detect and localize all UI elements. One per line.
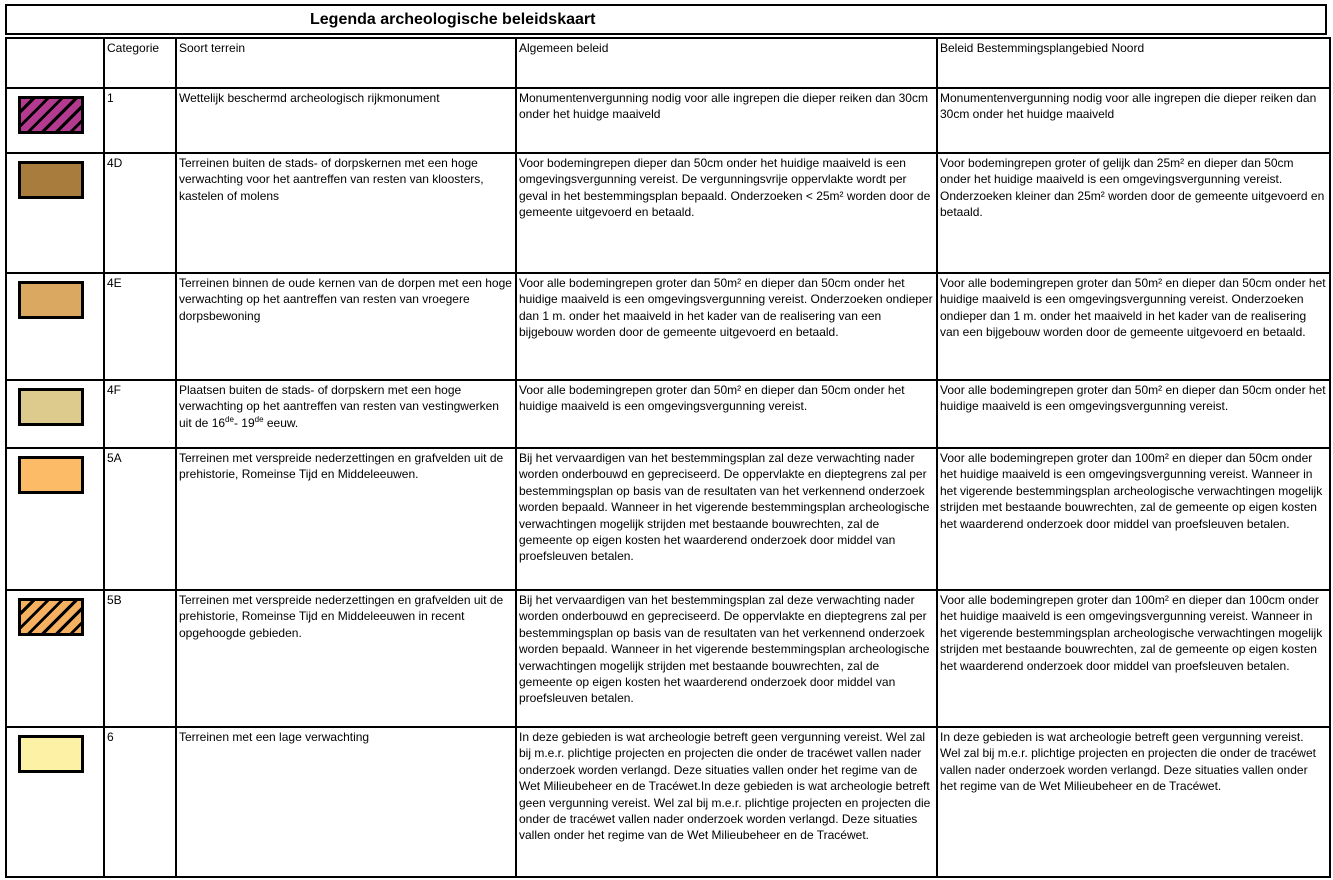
soort-terrein-text-part2: - 19 (233, 415, 255, 430)
table-row (6, 590, 1330, 727)
soort-terrein-cell: Terreinen met verspreide nederzettingen en grafvelden uit de prehistorie, Romeinse Tijd en Middeleeuwen in recent opgehoogde gebieden. (176, 590, 516, 727)
header-row (6, 38, 1330, 88)
categorie-cell: 5B (104, 590, 176, 727)
beleid-noord-cell: Voor alle bodemingrepen groter dan 100m² en dieper dan 100cm onder het huidige maaiveld is een omgevingsvergunning vereist. Wanneer in het vigerende bestemmingsplan archeologische verwachtingen mogelijk strijden met bestaande bouwrechten, zal de gemeente op eigen kosten het waarderend onderzoek door middel van proefsleuven betalen. (937, 590, 1330, 727)
categorie-cell: 4E (104, 273, 176, 380)
swatch-cell (6, 153, 104, 273)
categorie-cell: 6 (104, 727, 176, 877)
categorie-cell: 4D (104, 153, 176, 273)
legend-swatch-1 (18, 96, 84, 134)
header-algemeen-beleid: Algemeen beleid (516, 38, 937, 88)
algemeen-beleid-cell: Bij het vervaardigen van het bestemmingsplan zal deze verwachting nader worden onderbouwd en gepreciseerd. De oppervlakte en dieptegrens zal per bestemmingsplan op basis van de resultaten van het verkennend onderzoek worden bepaald. Wanneer in het vigerende bestemmingsplan archeologische verwachtingen mogelijk strijden met bestaande bouwrechten, zal de gemeente op eigen kosten het waarderend onderzoek door middel van proefsleuven betalen. (516, 448, 937, 590)
table-row (6, 273, 1330, 380)
soort-terrein-cell: Terreinen met verspreide nederzettingen en grafvelden uit de prehistorie, Romeinse Tijd en Middeleeuwen. (176, 448, 516, 590)
algemeen-beleid-cell: Voor alle bodemingrepen groter dan 50m² en dieper dan 50cm onder het huidige maaiveld is een omgevingsvergunning vereist. Onderzoeken ondieper dan 1 m. onder het maaiveld in het kader van de realisering van een bijgebouw worden door de gemeente uitgevoerd en betaald. (516, 273, 937, 380)
beleid-noord-cell: Voor alle bodemingrepen groter dan 50m² en dieper dan 50cm onder het huidige maaiveld is een omgevingsvergunning vereist. Onderzoeken ondieper dan 1 m. onder het maaiveld in het kader van de realisering van een bijgebouw worden door de gemeente uitgevoerd en betaald. (937, 273, 1330, 380)
swatch-cell (6, 88, 104, 153)
legend-swatch-4f (18, 388, 84, 426)
table-row (6, 88, 1330, 153)
algemeen-beleid-cell: Voor bodemingrepen dieper dan 50cm onder het huidige maaiveld is een omgevingsvergunning vereist. De vergunningsvrije oppervlakte wordt per geval in het bestemmingsplan bepaald. Onderzoeken < 25m² worden door de gemeente uitgevoerd en betaald. (516, 153, 937, 273)
swatch-cell (6, 727, 104, 877)
legend-swatch-4d (18, 161, 84, 199)
categorie-cell: 4F (104, 380, 176, 448)
soort-terrein-text-part1: Plaatsen buiten de stads- of dorpskern met een hoge verwachting op het aantreffen van resten van vestingwerken uit de 16 (179, 383, 499, 430)
swatch-cell (6, 590, 104, 727)
soort-terrein-cell (176, 380, 516, 448)
legend-title-bar (5, 4, 1327, 35)
beleid-noord-cell: Voor alle bodemingrepen groter dan 100m² en dieper dan 50cm onder het huidige maaiveld is een omgevingsvergunning vereist. Wanneer in het vigerende bestemmingsplan archeologische verwachtingen mogelijk strijden met bestaande bouwrechten, zal de gemeente op eigen kosten het waarderend onderzoek door middel van proefsleuven betalen. (937, 448, 1330, 590)
soort-terrein-cell: Terreinen met een lage verwachting (176, 727, 516, 877)
algemeen-beleid-cell: Monumentenvergunning nodig voor alle ingrepen die dieper reiken dan 30cm onder het huidge maaiveld (516, 88, 937, 153)
header-swatch (6, 38, 104, 88)
legend-swatch-5a (18, 456, 84, 494)
superscript-de: de (254, 414, 264, 424)
beleid-noord-cell: In deze gebieden is wat archeologie betreft geen vergunning vereist. Wel zal bij m.e.r. plichtige projecten en projecten die onder de tracéwet vallen nader onderzoek worden verlangd. Deze situaties vallen onder het regime van de Wet Milieubeheer en de Tracéwet. (937, 727, 1330, 877)
header-soort-terrein: Soort terrein (176, 38, 516, 88)
legend-swatch-4e (18, 281, 84, 319)
categorie-cell: 1 (104, 88, 176, 153)
soort-terrein-text-part3: eeuw. (263, 415, 299, 430)
header-beleid-noord: Beleid Bestemmingsplangebied Noord (937, 38, 1330, 88)
swatch-cell (6, 448, 104, 590)
beleid-noord-cell: Voor alle bodemingrepen groter dan 50m² en dieper dan 50cm onder het huidige maaiveld is een omgevingsvergunning vereist. (937, 380, 1330, 448)
superscript-de: de (225, 414, 234, 424)
header-categorie: Categorie (104, 38, 176, 88)
algemeen-beleid-cell: Voor alle bodemingrepen groter dan 50m² en dieper dan 50cm onder het huidige maaiveld is een omgevingsvergunning vereist. (516, 380, 937, 448)
table-row (6, 380, 1330, 448)
beleid-noord-cell: Monumentenvergunning nodig voor alle ingrepen die dieper reiken dan 30cm onder het huidge maaiveld (937, 88, 1330, 153)
soort-terrein-cell: Wettelijk beschermd archeologisch rijkmonument (176, 88, 516, 153)
page-title: Legenda archeologische beleidskaart (310, 11, 596, 28)
legend-swatch-6 (18, 735, 84, 773)
categorie-cell: 5A (104, 448, 176, 590)
soort-terrein-cell: Terreinen binnen de oude kernen van de dorpen met een hoge verwachting op het aantreffen van resten van vroegere dorpsbewoning (176, 273, 516, 380)
soort-terrein-cell: Terreinen buiten de stads- of dorpskernen met een hoge verwachting voor het aantreffen van resten van kloosters, kastelen of molens (176, 153, 516, 273)
table-row (6, 727, 1330, 877)
legend-swatch-5b (18, 598, 84, 636)
legend-table (5, 37, 1331, 878)
algemeen-beleid-cell: In deze gebieden is wat archeologie betreft geen vergunning vereist. Wel zal bij m.e.r. plichtige projecten en projecten die onder de tracéwet vallen nader onderzoek worden verlangd. Deze situaties vallen onder het regime van de Wet Milieubeheer en de Tracéwet.In deze gebieden is wat archeologie betreft geen vergunning vereist. Wel zal bij m.e.r. plichtige projecten en projecten die onder de tracéwet vallen nader onderzoek worden verlangd. Deze situaties vallen onder het regime van de Wet Milieubeheer en de Tracéwet. (516, 727, 937, 877)
algemeen-beleid-cell: Bij het vervaardigen van het bestemmingsplan zal deze verwachting nader worden onderbouwd en gepreciseerd. De oppervlakte en dieptegrens zal per bestemmingsplan op basis van de resultaten van het verkennend onderzoek worden bepaald. Wanneer in het vigerende bestemmingsplan archeologische verwachtingen mogelijk strijden met bestaande bouwrechten, zal de gemeente op eigen kosten het waarderend onderzoek door middel van proefsleuven betalen. (516, 590, 937, 727)
swatch-cell (6, 380, 104, 448)
table-row (6, 153, 1330, 273)
swatch-cell (6, 273, 104, 380)
table-row (6, 448, 1330, 590)
beleid-noord-cell: Voor bodemingrepen groter of gelijk dan 25m² en dieper dan 50cm onder het huidige maaiveld is een omgevingsvergunning vereist. Onderzoeken kleiner dan 25m² worden door de gemeente uitgevoerd en betaald. (937, 153, 1330, 273)
